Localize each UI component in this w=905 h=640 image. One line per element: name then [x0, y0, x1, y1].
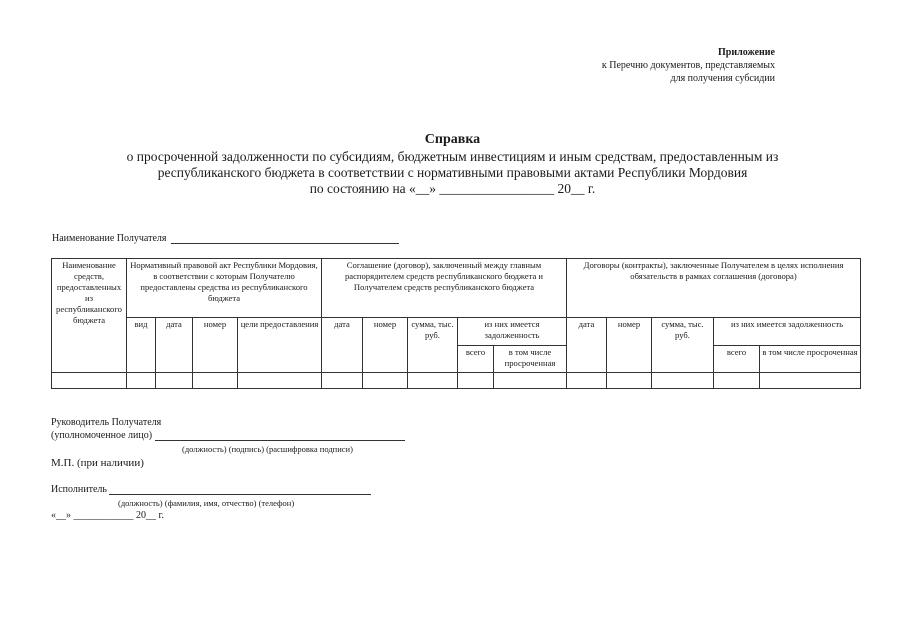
annex-block: [602, 46, 775, 85]
act-number-header: номер: [193, 318, 238, 373]
table-cell[interactable]: [760, 373, 861, 389]
agr-overdue-header: в том числе просроченная: [494, 346, 567, 373]
act-type-header: вид: [127, 318, 156, 373]
debt-table: [51, 258, 861, 389]
recipient-label: Наименование Получателя: [52, 233, 167, 244]
agr-total-header: всего: [458, 346, 494, 373]
executor-line: [109, 484, 371, 495]
head-signature-line: [155, 430, 405, 441]
subtitle-line-1: о просроченной задолженности по субсидиям, бюджетным инвестициям и иным средствам, предоставленным из: [126, 149, 779, 164]
executor-row: [51, 484, 371, 495]
table-cell[interactable]: [494, 373, 567, 389]
annex-line-2: для получения субсидии: [670, 73, 775, 84]
document-title: Справка: [424, 132, 481, 147]
document-subtitle: [80, 149, 825, 197]
table-cell[interactable]: [458, 373, 494, 389]
annex-line-1: к Перечню документов, представляемых: [601, 60, 775, 71]
authorized-row: [51, 430, 405, 441]
agr-sum-header: сумма, тыс. руб.: [408, 318, 458, 373]
table-cell[interactable]: [238, 373, 322, 389]
stamp-note: М.П. (при наличии): [51, 457, 144, 469]
date-line: «__» ____________ 20__ г.: [51, 510, 164, 521]
executor-caption: (должность) (фамилия, имя, отчество) (телефон): [118, 498, 295, 508]
authorized-label: (уполномоченное лицо): [51, 430, 153, 441]
table-cell[interactable]: [714, 373, 760, 389]
act-date-header: дата: [156, 318, 193, 373]
head-label: Руководитель Получателя: [51, 417, 162, 428]
agr-debt-header: из них имеется задолженность: [458, 318, 567, 346]
col-header-agreement: Соглашение (договор), заключенный между главным распорядителем средств республиканского бюджета и Получателем средств республиканского бюджета: [322, 259, 567, 318]
executor-label: Исполнитель: [51, 484, 107, 495]
con-total-header: всего: [714, 346, 760, 373]
table-cell[interactable]: [156, 373, 193, 389]
table-cell[interactable]: [127, 373, 156, 389]
subtitle-line-2: республиканского бюджета в соответствии с нормативными правовыми актами Республики Мордовия: [157, 165, 748, 180]
col-header-legal-act: Нормативный правовой акт Республики Мордовия, в соответствии с которым Получателю предоставлены средства из республиканского бюджета: [127, 259, 322, 318]
table-row: [52, 373, 861, 389]
table-cell[interactable]: [52, 373, 127, 389]
annex-heading: Приложение: [718, 47, 775, 58]
con-number-header: номер: [607, 318, 652, 373]
head-caption: (должность) (подпись) (расшифровка подписи): [182, 444, 353, 454]
table-cell[interactable]: [652, 373, 714, 389]
agr-date-header: дата: [322, 318, 363, 373]
table-cell[interactable]: [408, 373, 458, 389]
con-overdue-header: в том числе просроченная: [760, 346, 861, 373]
con-date-header: дата: [567, 318, 607, 373]
table-cell[interactable]: [322, 373, 363, 389]
table-cell[interactable]: [567, 373, 607, 389]
table-cell[interactable]: [193, 373, 238, 389]
recipient-blank: [171, 233, 399, 244]
act-purpose-header: цели предоставления: [238, 318, 322, 373]
col-header-funds: Наименование средств, предоставленных из республиканского бюджета: [52, 259, 127, 373]
recipient-row: [52, 233, 399, 244]
table-cell[interactable]: [363, 373, 408, 389]
col-header-contracts: Договоры (контракты), заключенные Получателем в целях исполнения обязательств в рамках соглашения (договора): [567, 259, 861, 318]
con-debt-header: из них имеется задолженность: [714, 318, 861, 346]
con-sum-header: сумма, тыс. руб.: [652, 318, 714, 373]
agr-number-header: номер: [363, 318, 408, 373]
table-cell[interactable]: [607, 373, 652, 389]
subtitle-line-3: по состоянию на «__» _________________ 20__ г.: [309, 181, 596, 196]
